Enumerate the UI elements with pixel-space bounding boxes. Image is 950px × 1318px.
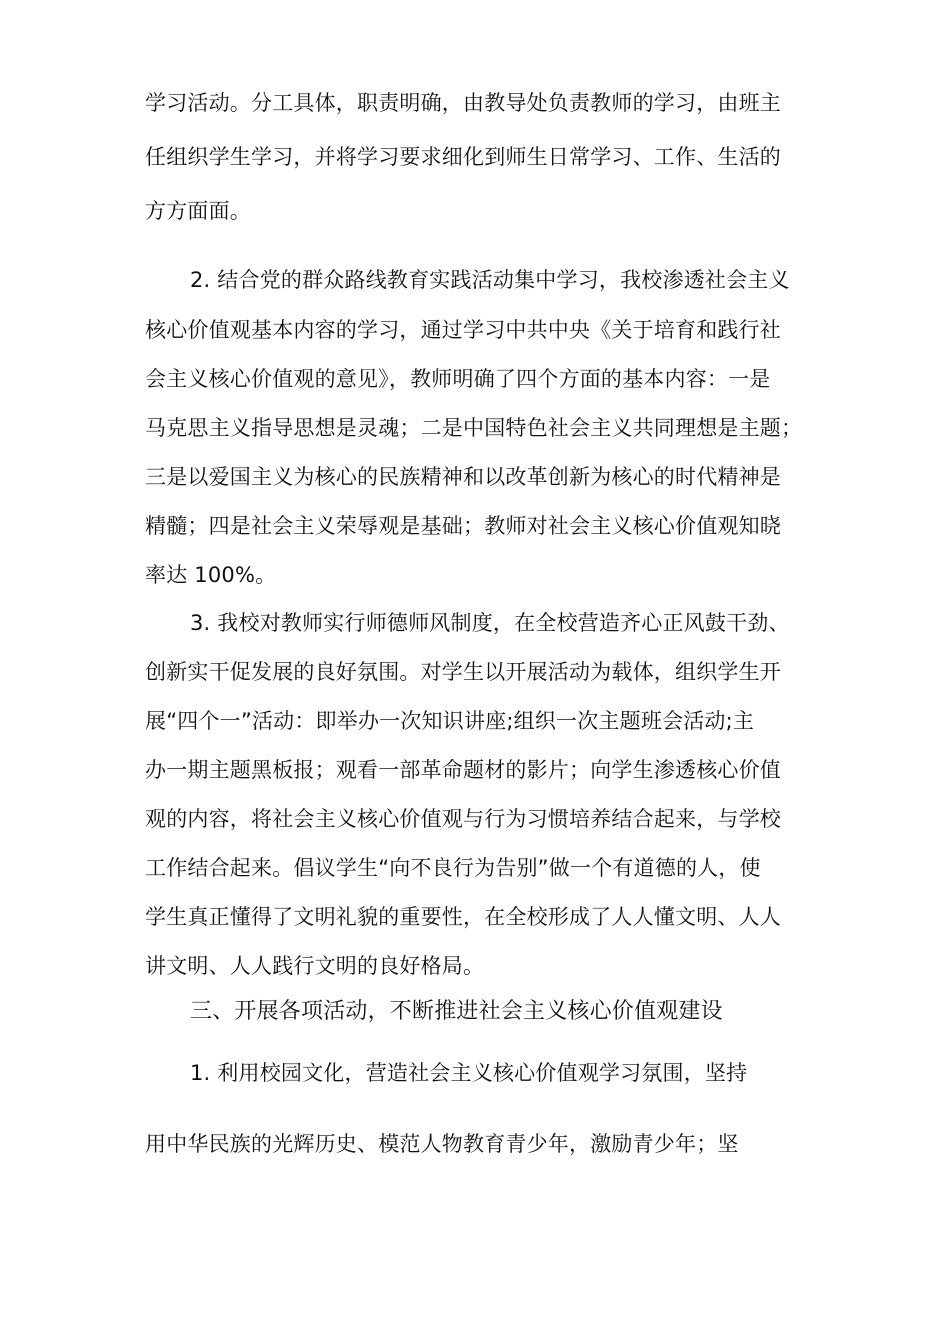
text-line: 会主义核心价值观的意见》，教师明确了四个方面的基本内容：一是: [145, 367, 771, 391]
text-line: 学习活动。分工具体，职责明确，由教导处负责教师的学习，由班主: [145, 91, 781, 115]
text-line: 精髓；四是社会主义荣辱观是基础；教师对社会主义核心价值观知晓: [145, 514, 781, 538]
text-line: 2. 结合党的群众路线教育实践活动集中学习，我校渗透社会主义: [190, 268, 790, 292]
text-line: 用中华民族的光辉历史、模范人物教育青少年，激励青少年；坚: [145, 1132, 739, 1156]
text-line: 三是以爱国主义为核心的民族精神和以改革创新为核心的时代精神是: [145, 465, 781, 489]
text-line: 马克思主义指导思想是灵魂；二是中国特色社会主义共同理想是主题；: [145, 416, 803, 440]
text-line: 1. 利用校园文化，营造社会主义核心价值观学习氛围，坚持: [190, 1061, 748, 1085]
text-line: 展“四个一”活动：即举办一次知识讲座;组织一次主题班会活动;主: [145, 709, 755, 733]
text-line: 创新实干促发展的良好氛围。对学生以开展活动为载体，组织学生开: [145, 660, 781, 684]
text-line: 观的内容，将社会主义核心价值观与行为习惯培养结合起来，与学校: [145, 807, 781, 831]
section-heading: 三、开展各项活动，不断推进社会主义核心价值观建设: [190, 999, 723, 1024]
text-line: 讲文明、人人践行文明的良好格局。: [145, 954, 485, 978]
text-line: 核心价值观基本内容的学习，通过学习中共中央《关于培育和践行社: [145, 318, 781, 342]
text-line: 3. 我校对教师实行师德师风制度，在全校营造齐心正风鼓干劲、: [190, 611, 790, 635]
text-line: 率达 100%。: [145, 563, 277, 587]
text-line: 任组织学生学习，并将学习要求细化到师生日常学习、工作、生活的: [145, 145, 781, 169]
text-line: 学生真正懂得了文明礼貌的重要性，在全校形成了人人懂文明、人人: [145, 905, 781, 929]
text-line: 工作结合起来。倡议学生“向不良行为告别”做一个有道德的人，使: [145, 856, 761, 880]
text-line: 方方面面。: [145, 199, 251, 223]
text-line: 办一期主题黑板报；观看一部革命题材的影片；向学生渗透核心价值: [145, 758, 781, 782]
